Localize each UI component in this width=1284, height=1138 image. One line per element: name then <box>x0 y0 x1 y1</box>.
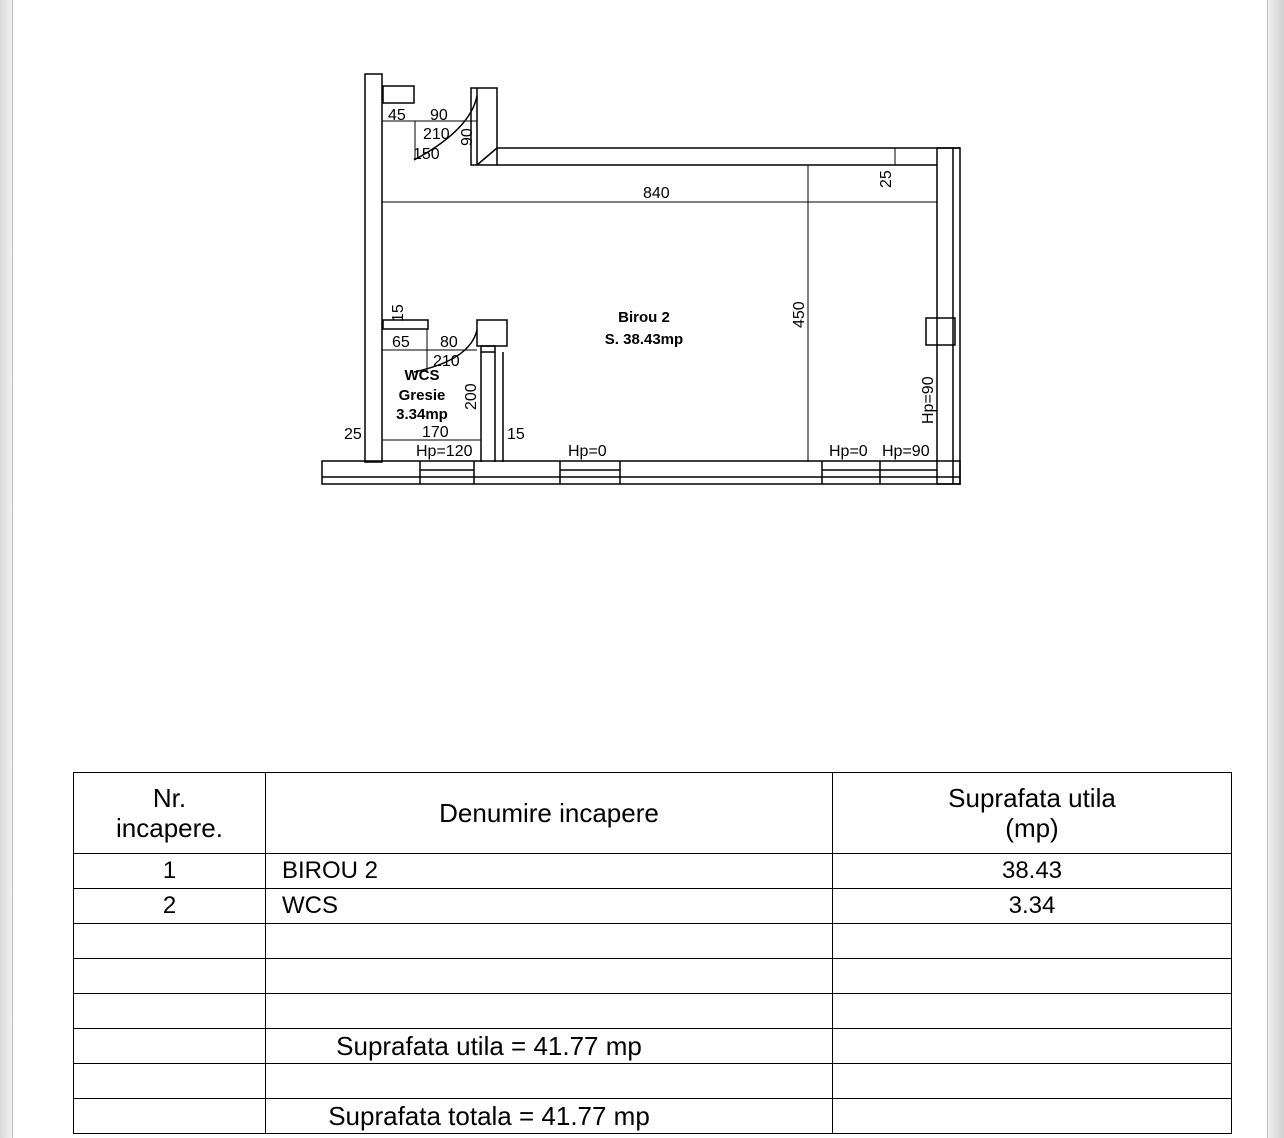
dim-15-left: 15 <box>390 304 407 322</box>
dim-90-vertical: 90 <box>459 128 476 146</box>
summary-useful-area: Suprafata utila = 41.77 mp <box>266 1029 833 1064</box>
room-main-area: S. 38.43mp <box>604 331 684 348</box>
dim-210-wc: 210 <box>433 353 460 370</box>
dim-25-right: 25 <box>878 170 895 188</box>
dim-840: 840 <box>643 185 670 202</box>
row-nr: 1 <box>74 854 266 889</box>
summary-total-area: Suprafata totala = 41.77 mp <box>266 1099 833 1134</box>
table-empty-row <box>74 959 1232 994</box>
table-row <box>74 854 1232 889</box>
room-area-table <box>73 772 1232 1134</box>
row-nr: 2 <box>74 889 266 924</box>
header-nr-line1: Nr. <box>152 783 187 813</box>
hp-labels <box>416 376 937 460</box>
table-empty-row <box>74 994 1232 1029</box>
hp-90-side-label: Hp=90 <box>920 376 937 424</box>
row-name: WCS <box>266 889 833 924</box>
header-area <box>833 773 1232 854</box>
room-main-name: Birou 2 <box>618 309 670 326</box>
dim-45: 45 <box>388 107 406 124</box>
dim-25-left: 25 <box>344 426 362 443</box>
header-nr-line2: incapere. <box>116 813 223 843</box>
room-wc-name: WCS <box>404 367 440 384</box>
row-area: 3.34 <box>833 889 1232 924</box>
room-wc-area: 3.34mp <box>396 406 448 423</box>
dim-170: 170 <box>422 424 449 441</box>
dim-200: 200 <box>463 383 480 410</box>
room-wc-finish: Gresie <box>398 387 446 404</box>
hp-120-label: Hp=120 <box>416 443 473 460</box>
summary-total-row <box>74 1099 1232 1134</box>
table-header-row <box>74 773 1232 854</box>
hp-0-right-label: Hp=0 <box>829 443 868 460</box>
dim-80: 80 <box>440 334 458 351</box>
hp-90-bottom-label: Hp=90 <box>882 443 930 460</box>
table-empty-row <box>74 1064 1232 1099</box>
table-row <box>74 889 1232 924</box>
header-name: Denumire incapere <box>266 773 833 854</box>
table-empty-row <box>74 924 1232 959</box>
dim-15-bottom: 15 <box>507 426 525 443</box>
header-area-line1: Suprafata utila <box>948 783 1116 813</box>
dim-90-top: 90 <box>430 107 448 124</box>
summary-useful-row <box>74 1029 1232 1064</box>
row-name: BIROU 2 <box>266 854 833 889</box>
dim-210-top: 210 <box>423 126 450 143</box>
dim-65: 65 <box>392 334 410 351</box>
header-nr <box>74 773 266 854</box>
floor-plan <box>0 0 1284 520</box>
dim-150: 150 <box>413 146 440 163</box>
hp-0-middle-label: Hp=0 <box>568 443 607 460</box>
row-area: 38.43 <box>833 854 1232 889</box>
dim-450: 450 <box>791 301 808 328</box>
header-area-line2: (mp) <box>1005 813 1059 843</box>
